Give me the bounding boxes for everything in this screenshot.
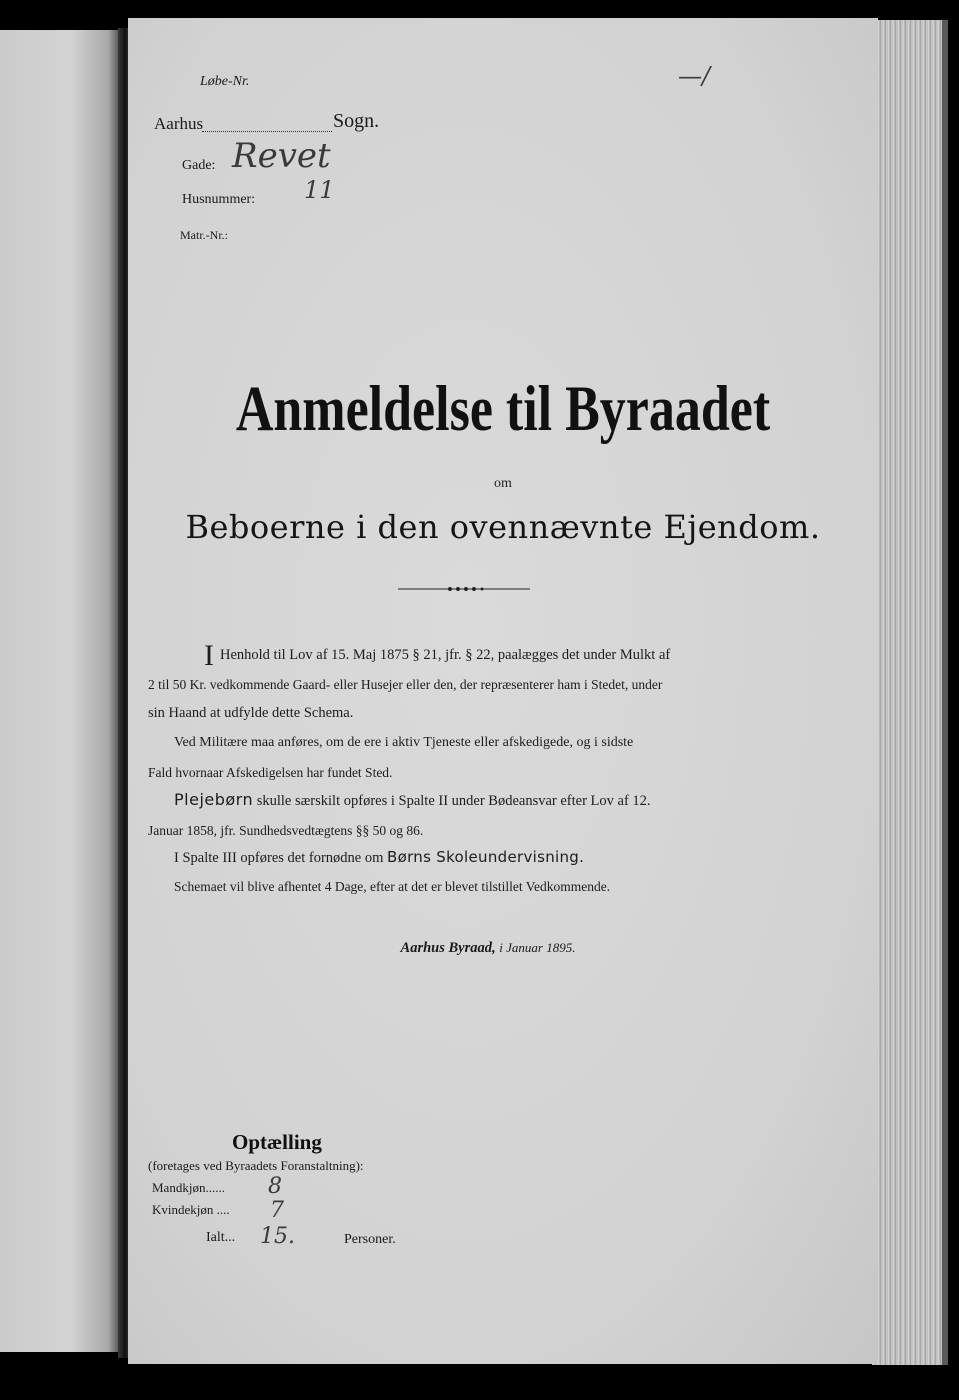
loebe-nr-label: Løbe-Nr.	[200, 74, 250, 89]
p3-line1-text: skulle særskilt opføres i Spalte II under Bødeansvar efter Lov af 12.	[256, 793, 651, 809]
mandkjon-value: 8	[268, 1174, 282, 1199]
ialt-value: 15.	[260, 1224, 295, 1249]
title-connector: om	[494, 476, 512, 491]
mandkjon-label: Mandkjøn......	[152, 1180, 225, 1195]
plejeborn-lead: Plejebørn	[174, 790, 254, 809]
ialt-label: Ialt...	[206, 1230, 236, 1245]
paragraph-2-line-1: Ved Militære maa anføres, om de ere i aktiv Tjeneste eller afskedigede, og i sidste	[174, 735, 634, 750]
paragraph-3-line-2: Januar 1858, jfr. Sundhedsvedtægtens §§ 50 og 86.	[148, 823, 424, 838]
personer-label: Personer.	[344, 1232, 396, 1247]
document-title: Anmeldelse til Byraadet	[235, 373, 771, 446]
paragraph-1-line-3: sin Haand at udfylde dette Schema.	[148, 705, 354, 721]
count-note: (foretages ved Byraadets Foranstaltning):	[148, 1158, 364, 1173]
sogn-dotted-line	[202, 131, 332, 132]
paragraph-2-line-2: Fald hvornaar Afskedigelsen har fundet Sted.	[148, 765, 393, 780]
husnummer-value: 11	[304, 176, 335, 204]
drop-cap: I	[204, 639, 214, 672]
gade-label: Gade:	[182, 158, 216, 173]
signature-date: i Januar 1895.	[499, 940, 576, 955]
right-page-edges	[872, 20, 948, 1365]
loebe-nr-value: —/	[678, 62, 711, 90]
left-page-edge	[0, 30, 118, 1352]
count-title: Optælling	[232, 1130, 322, 1154]
paragraph-5: Schemaet vil blive afhentet 4 Dage, efter at det er blevet tilstillet Vedkommende.	[174, 879, 611, 894]
gade-value: Revet	[232, 136, 331, 176]
document-subtitle: Beboerne i den ovennævnte Ejendom.	[185, 508, 821, 546]
city-label: Aarhus	[154, 114, 204, 133]
paragraph-1-line-2: 2 til 50 Kr. vedkommende Gaard- eller Husejer eller den, der repræsenterer ham i Stedet, under	[148, 677, 663, 692]
husnummer-label: Husnummer:	[182, 192, 256, 207]
sogn-label: Sogn.	[333, 110, 380, 132]
kvindekjon-value: 7	[270, 1198, 284, 1223]
paragraph-4	[174, 848, 824, 868]
p4-text: I Spalte III opføres det fornødne om	[174, 850, 384, 866]
kvindekjon-label: Kvindekjøn ....	[152, 1202, 230, 1217]
paragraph-3-line-1	[174, 790, 814, 811]
signature-line	[128, 940, 848, 957]
signature-org: Aarhus Byraad,	[400, 940, 496, 956]
skoleundervisning-emph: Børns Skoleundervisning.	[387, 848, 585, 866]
document-page	[128, 18, 878, 1364]
paragraph-1-line-1	[204, 636, 804, 675]
matr-nr-label: Matr.-Nr.:	[180, 228, 228, 242]
divider-ornament-icon	[398, 586, 530, 592]
p1-line1-text: Henhold til Lov af 15. Maj 1875 § 21, jfr. § 22, paalægges det under Mulkt af	[220, 647, 671, 663]
